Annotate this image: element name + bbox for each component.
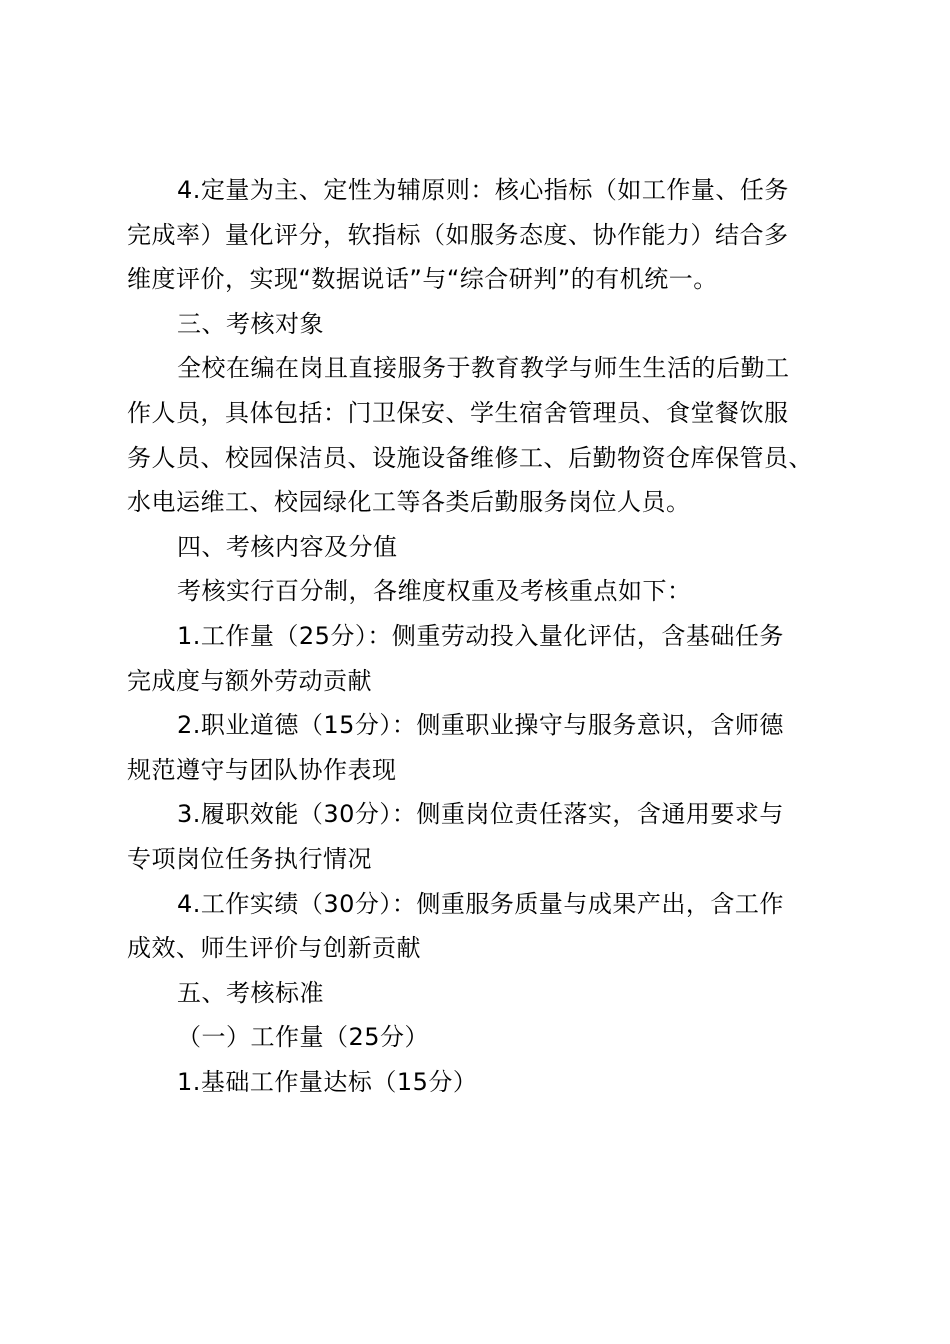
- heading-text: 四、考核内容及分值: [177, 532, 398, 561]
- paragraph-assessment-targets: [127, 346, 837, 524]
- text-line: 2.职业道德（15分）：侧重职业操守与服务意识，含师德: [177, 711, 784, 740]
- text-line: 考核实行百分制，各维度权重及考核重点如下：: [177, 577, 692, 606]
- heading-section-4: [127, 525, 837, 570]
- text-line: 水电运维工、校园绿化工等各类后勤服务岗位人员。: [127, 488, 691, 517]
- paragraph-item-effectiveness: [127, 792, 837, 881]
- paragraph-item-ethics: [127, 703, 837, 792]
- text-line: 1.基础工作量达标（15分）: [177, 1067, 478, 1096]
- text-line: 成效、师生评价与创新贡献: [127, 934, 421, 963]
- text-line: 4.定量为主、定性为辅原则：核心指标（如工作量、任务: [177, 176, 789, 204]
- text-line: 1.工作量（25分）：侧重劳动投入量化评估，含基础任务: [177, 621, 784, 650]
- text-line: 完成度与额外劳动贡献: [127, 666, 372, 695]
- subheading-workload: [127, 1015, 837, 1060]
- text-line: 4.工作实绩（30分）：侧重服务质量与成果产出，含工作: [177, 889, 784, 918]
- text-line: 规范遵守与团队协作表现: [127, 755, 397, 784]
- heading-section-3: [127, 302, 837, 347]
- text-line: 作人员，具体包括：门卫保安、学生宿舍管理员、食堂餐饮服: [127, 398, 789, 427]
- paragraph-scoring-intro: [127, 569, 837, 614]
- paragraph-item-performance: [127, 882, 837, 971]
- text-line: 完成率）量化评分，软指标（如服务态度、协作能力）结合多: [127, 220, 789, 249]
- heading-text: 三、考核对象: [177, 309, 324, 338]
- paragraph-principle-4: [127, 168, 837, 302]
- paragraph-item-workload: [127, 614, 837, 703]
- text-line: 务人员、校园保洁员、设施设备维修工、后勤物资仓库保管员、: [127, 443, 813, 472]
- heading-text: 五、考核标准: [177, 978, 324, 1007]
- paragraph-basic-workload: [127, 1060, 837, 1105]
- heading-section-5: [127, 971, 837, 1016]
- heading-text: （一）工作量（25分）: [177, 1023, 430, 1052]
- text-line: 3.履职效能（30分）：侧重岗位责任落实，含通用要求与: [177, 800, 784, 829]
- text-line: 维度评价，实现“数据说话”与“综合研判”的有机统一。: [127, 265, 718, 294]
- text-line: 全校在编在岗且直接服务于教育教学与师生生活的后勤工: [177, 354, 790, 383]
- text-line: 专项岗位任务执行情况: [127, 844, 372, 873]
- document-body: [127, 168, 837, 1104]
